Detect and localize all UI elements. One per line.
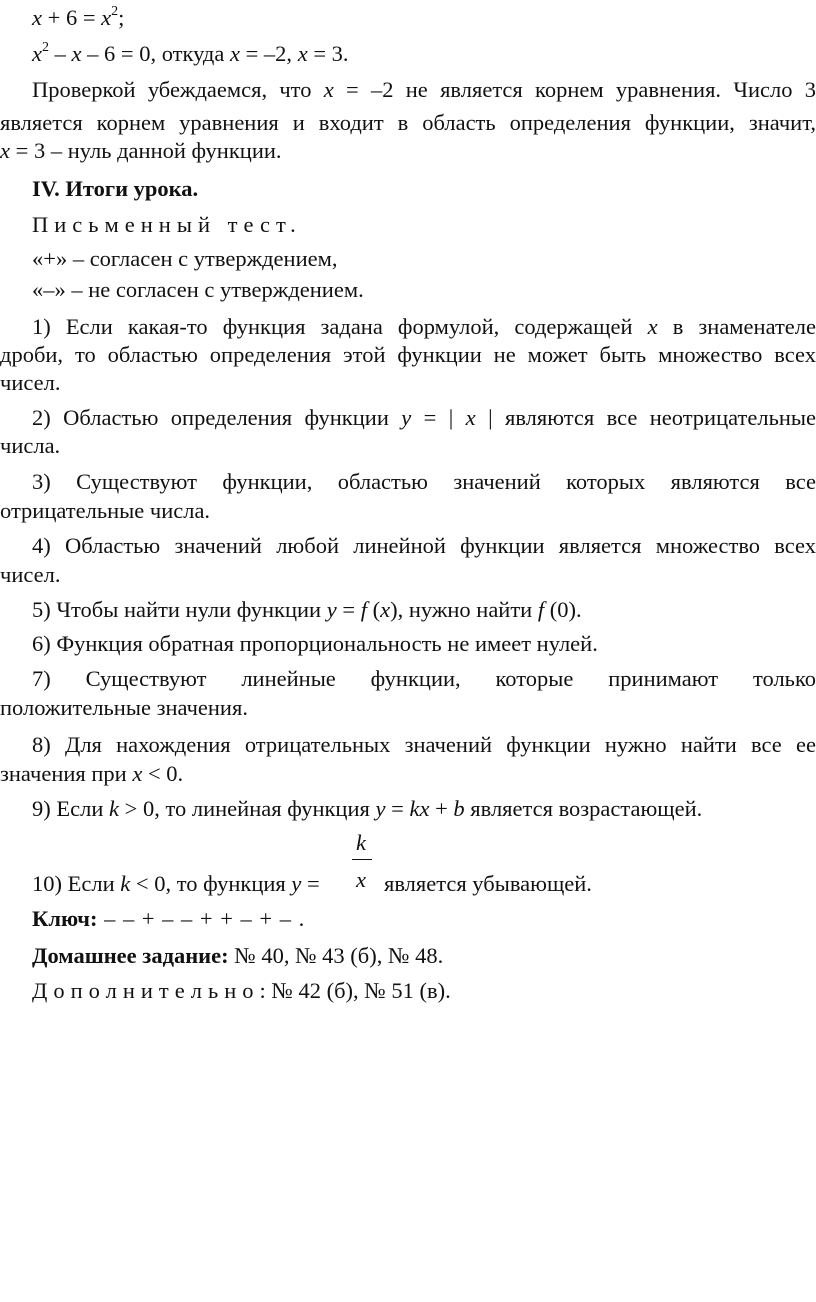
check-paragraph-line-2: является корнем уравнения и входит в область определения функции, значит, xyxy=(0,110,816,135)
text: значения при xyxy=(0,761,133,786)
item-7-line-1: 7) Существуют линейные функции, которые принимают только xyxy=(32,666,816,691)
item-10 xyxy=(32,870,352,898)
var-x: x xyxy=(101,5,112,30)
exponent: 2 xyxy=(111,3,119,19)
item-9 xyxy=(32,795,816,823)
text: является возрастающей. xyxy=(464,796,703,821)
text: ), нужно найти xyxy=(390,597,538,622)
text: = xyxy=(301,871,320,896)
text: (0). xyxy=(544,597,582,622)
text: > 0, то линейная функция xyxy=(119,796,376,821)
exponent: 2 xyxy=(42,39,49,55)
text: < 0. xyxy=(142,761,184,786)
check-paragraph-line-1 xyxy=(32,76,816,104)
var-f: f xyxy=(360,597,367,622)
text: 2) Областью определения функции xyxy=(32,405,389,430)
key-value: – – + – – + + – + – . xyxy=(97,906,306,931)
text: = xyxy=(385,796,410,821)
eq-text: + 6 = xyxy=(42,5,102,30)
homework-value: № 40, № 43 (б), № 48. xyxy=(228,943,444,968)
key-label: Ключ: xyxy=(32,906,98,931)
item-2-line-1 xyxy=(32,404,816,432)
var-x: x xyxy=(297,41,308,66)
var-y: y xyxy=(401,405,412,430)
legend-plus: «+» – согласен с утверждением, xyxy=(32,246,338,271)
extra-homework xyxy=(32,977,816,1005)
homework xyxy=(32,942,816,970)
extra-value: : № 42 (б), № 51 (в). xyxy=(259,978,451,1003)
item-7-line-2: положительные значения. xyxy=(0,695,248,720)
item-3-line-2: отрицательные числа. xyxy=(0,498,211,523)
fraction-numerator: k xyxy=(356,830,366,855)
item-1-line-2: дроби, то областью определения этой функции не может быть множество всех xyxy=(0,342,816,367)
eq-text: – xyxy=(49,41,72,66)
eq-text: – 6 = 0, откуда xyxy=(81,41,230,66)
var-x: x xyxy=(0,138,10,163)
legend-minus: «–» – не согласен с утверждением. xyxy=(32,277,364,302)
test-title: Письменный тест. xyxy=(32,212,302,237)
text: 9) Если xyxy=(32,796,109,821)
var-b: b xyxy=(453,796,465,821)
text: Проверкой убеждаемся, что xyxy=(32,77,324,102)
var-x: x xyxy=(380,597,391,622)
equation-line-2 xyxy=(32,40,816,68)
item-1-line-3: чисел. xyxy=(0,370,61,395)
fraction-denominator: x xyxy=(356,867,366,892)
text: = 3 – нуль данной функции. xyxy=(10,138,282,163)
var-x: x xyxy=(229,41,240,66)
extra-label: Дополнительно xyxy=(32,978,260,1003)
equation-line-1 xyxy=(32,4,816,32)
var-x: x xyxy=(323,77,334,102)
item-5 xyxy=(32,596,816,624)
text: ( xyxy=(366,597,381,622)
text: + xyxy=(429,796,454,821)
text: | являются все неотрицательные xyxy=(475,405,816,430)
text: в знаменателе xyxy=(672,314,816,339)
var-x: x xyxy=(32,41,42,66)
var-y: y xyxy=(326,597,337,622)
item-2-line-2: числа. xyxy=(0,433,61,458)
section-heading: IV. Итоги урока. xyxy=(32,176,199,201)
var-x: x xyxy=(647,314,658,339)
text: < 0, то функция xyxy=(130,871,292,896)
fraction-bar xyxy=(352,859,372,860)
item-6: 6) Функция обратная пропорциональность не имеет нулей. xyxy=(32,631,598,656)
eq-text: = –2, xyxy=(239,41,298,66)
var-kx: kx xyxy=(409,796,430,821)
var-f: f xyxy=(537,597,545,622)
text: = –2 не является корнем уравнения. Число 3 xyxy=(333,77,816,102)
text: 5) Чтобы найти нули функции xyxy=(32,597,327,622)
var-x: x xyxy=(465,405,476,430)
var-y: y xyxy=(375,796,386,821)
item-3-line-1: 3) Существуют функции, областью значений которых являются все xyxy=(32,469,816,494)
text: 1) Если какая-то функция задана формулой, содержащей xyxy=(32,314,633,339)
eq-text: ; xyxy=(118,5,125,30)
text: 10) Если xyxy=(32,871,121,896)
var-k: k xyxy=(109,796,119,821)
item-4-line-1: 4) Областью значений любой линейной функции является множество всех xyxy=(32,533,816,558)
item-8-line-1: 8) Для нахождения отрицательных значений функции нужно найти все ее xyxy=(32,732,816,757)
item-10-tail: является убывающей. xyxy=(384,871,592,896)
item-1-line-1 xyxy=(32,313,816,341)
item-4-line-2: чисел. xyxy=(0,562,61,587)
text: = | xyxy=(411,405,466,430)
eq-text: = 3. xyxy=(307,41,349,66)
check-paragraph-line-3 xyxy=(0,137,816,165)
homework-label: Домашнее задание: xyxy=(32,943,229,968)
var-k: k xyxy=(120,871,131,896)
var-x: x xyxy=(32,5,42,30)
answer-key xyxy=(32,905,816,933)
item-8-line-2 xyxy=(0,760,816,788)
var-x: x xyxy=(132,761,143,786)
var-y: y xyxy=(291,871,302,896)
text: = xyxy=(336,597,361,622)
var-x: x xyxy=(71,41,82,66)
